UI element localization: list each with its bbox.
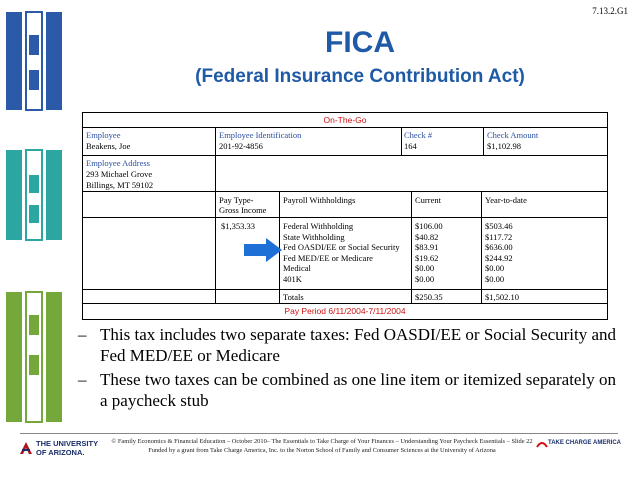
slide-subtitle: (Federal Insurance Contribution Act) <box>195 66 525 87</box>
bullet-dash: – <box>78 325 87 344</box>
sidebar-decoration <box>0 0 70 432</box>
table-row: Federal Withholding <box>283 221 354 231</box>
table-cell: $83.91 <box>415 242 439 252</box>
footer-text <box>102 437 542 455</box>
pay-type-label-line1: Pay Type- <box>219 195 254 205</box>
table-cell: $19.62 <box>415 252 439 263</box>
check-number-label: Check # <box>404 130 433 140</box>
table-row: Fed OASDI/EE or Social Security <box>283 242 400 252</box>
bullet-text: These two taxes can be combined as one line item or itemized separately on a paycheck stub <box>100 370 616 410</box>
address-label: Employee Address <box>86 158 150 168</box>
footer-line1: © Family Economics & Financial Education – October 2010– The Essentials to Take Charge of Your Finances – Understanding Your Paycheck Essentials – Slide 22 <box>111 438 533 445</box>
tca-logo-text: TAKE CHARGE AMERICA <box>548 440 621 446</box>
table-cell: $0.00 <box>485 263 505 273</box>
employee-label: Employee <box>86 130 121 140</box>
gross-income-value: $1,353.33 <box>221 221 255 231</box>
tca-logo-icon <box>536 439 548 449</box>
check-number-value: 164 <box>404 141 417 151</box>
pay-type-label-line2: Gross Income <box>219 205 267 215</box>
totals-current: $250.35 <box>415 292 443 302</box>
address-line1: 293 Michael Grove <box>86 169 153 179</box>
pay-period: Pay Period 6/11/2004-7/11/2004 <box>284 306 406 316</box>
money-icon <box>6 12 62 110</box>
current-values <box>415 221 443 284</box>
university-name-line2: OF ARIZONA. <box>36 448 85 457</box>
table-row: Fed MED/EE or Medicare <box>283 252 373 263</box>
totals-label: Totals <box>283 292 304 302</box>
table-cell: $244.92 <box>485 252 513 263</box>
money-icon <box>6 150 62 240</box>
slide-title: FICA <box>325 26 395 59</box>
list-item <box>78 324 618 366</box>
pay-type-label <box>219 195 266 215</box>
bullet-dash: – <box>78 370 87 389</box>
ytd-values <box>485 221 513 284</box>
employee-id-label: Employee Identification <box>219 130 302 140</box>
check-amount-label: Check Amount <box>487 130 539 140</box>
table-cell: $117.72 <box>485 231 513 242</box>
withholdings-label: Payroll Withholdings <box>283 195 356 205</box>
employee-value: Beakens, Joe <box>86 141 131 151</box>
address-line2: Billings, MT 59102 <box>86 180 154 190</box>
bullet-list <box>78 324 618 414</box>
arrow-right-icon <box>244 238 284 268</box>
table-cell: $636.00 <box>485 242 513 252</box>
withholding-names <box>283 221 400 284</box>
current-label: Current <box>415 195 441 205</box>
footer-divider <box>20 433 618 434</box>
table-row: State Withholding <box>283 231 345 242</box>
bullet-text: This tax includes two separate taxes: Fed OASDI/EE or Social Security and Fed MED/EE or Medicare <box>100 325 617 365</box>
ytd-label: Year-to-date <box>485 195 527 205</box>
university-name-line1: THE UNIVERSITY <box>36 439 99 448</box>
table-row: 401K <box>283 273 302 284</box>
table-row: Medical <box>283 263 311 273</box>
slide-code: 7.13.2.G1 <box>592 6 628 16</box>
table-cell: $40.82 <box>415 231 439 242</box>
table-cell: $503.46 <box>485 221 513 231</box>
university-name <box>36 439 98 457</box>
employee-id-value: 201-92-4856 <box>219 141 263 151</box>
totals-ytd: $1,502.10 <box>485 292 519 302</box>
table-cell: $0.00 <box>415 263 435 273</box>
university-logo-icon <box>18 440 34 456</box>
list-item <box>78 369 618 411</box>
table-cell: $0.00 <box>415 273 435 284</box>
footer-line2: Funded by a grant from Take Charge America, Inc. to the Norton School of Family and Consumer Sciences at the University of Arizona <box>148 447 496 454</box>
company-name: On-The-Go <box>323 115 367 125</box>
table-cell: $106.00 <box>415 221 443 231</box>
table-cell: $0.00 <box>485 273 505 284</box>
money-icon <box>6 292 62 422</box>
check-amount-value: $1,102.98 <box>487 141 521 151</box>
paycheck-stub <box>82 112 608 320</box>
